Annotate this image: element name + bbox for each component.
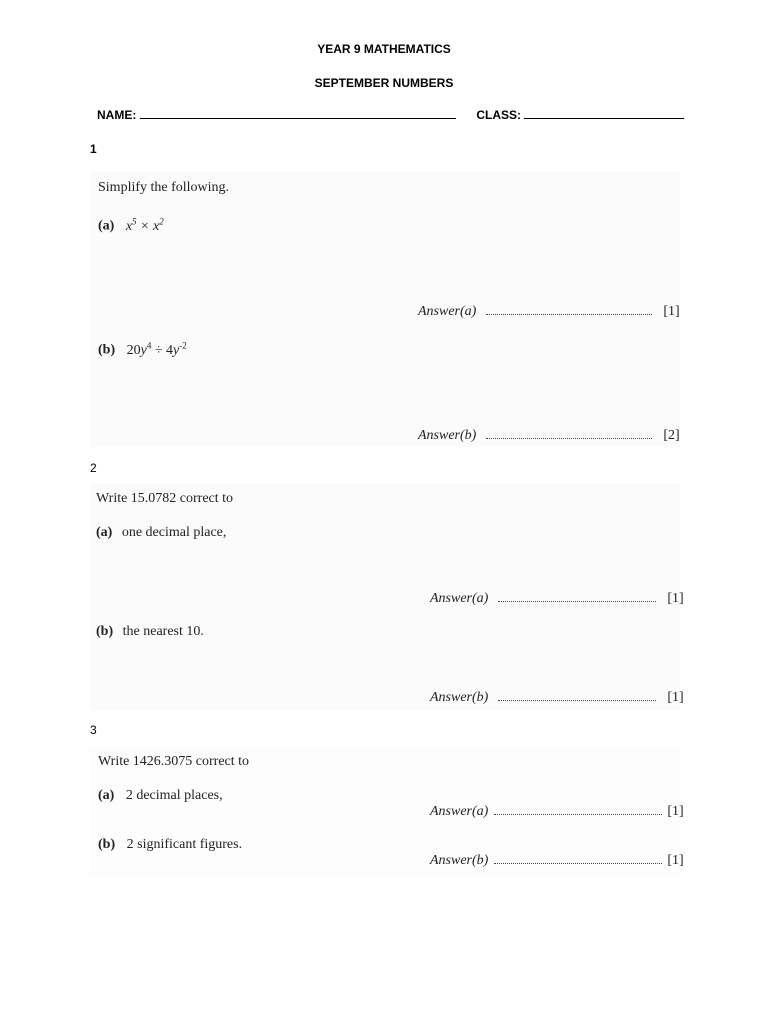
answer-3b-label: Answer(b) — [430, 853, 489, 868]
answer-2b-marks: [1] — [667, 690, 684, 705]
question-1b-expression: $20y^4 \div 4y^{-2}$ — [126, 340, 187, 358]
page-title: YEAR 9 MATHEMATICS — [317, 42, 451, 56]
answer-1a — [418, 304, 680, 320]
answer-3a-label: Answer(a) — [430, 804, 489, 819]
part-a-label: (a) — [98, 788, 115, 803]
name-field[interactable] — [140, 108, 456, 119]
answer-2a-field[interactable] — [498, 593, 656, 602]
question-1-block — [90, 172, 680, 447]
answer-1b-label: Answer(b) — [418, 428, 477, 443]
answer-2b — [430, 690, 684, 706]
answer-1b — [418, 428, 680, 444]
question-3-block — [90, 747, 684, 875]
part-a-label: (a) — [96, 525, 113, 540]
question-2a — [96, 525, 226, 541]
answer-2a-label: Answer(a) — [430, 591, 489, 606]
question-2-block — [90, 484, 684, 709]
question-2b — [96, 624, 204, 640]
question-2b-text: the nearest 10. — [122, 624, 204, 639]
question-1a — [98, 216, 164, 235]
answer-3b — [430, 853, 684, 869]
answer-2b-label: Answer(b) — [430, 690, 489, 705]
answer-1a-label: Answer(a) — [418, 304, 477, 319]
question-1-prompt: Simplify the following. — [98, 180, 230, 195]
answer-1b-field[interactable] — [486, 430, 652, 439]
answer-3a-marks: [1] — [667, 804, 684, 819]
part-b-label: (b) — [98, 837, 116, 852]
answer-2a-marks: [1] — [667, 591, 684, 606]
question-2a-text: one decimal place, — [121, 525, 227, 540]
answer-2a — [430, 591, 684, 607]
answer-3a — [430, 804, 684, 820]
part-b-label: (b) — [98, 342, 116, 358]
part-b-label: (b) — [96, 624, 114, 639]
question-3b — [98, 837, 242, 853]
question-3a — [98, 788, 223, 804]
part-a-label: (a) — [98, 218, 115, 234]
name-label: NAME: — [97, 108, 137, 122]
question-number-3: 3 — [90, 723, 97, 737]
answer-3a-field[interactable] — [494, 806, 662, 815]
question-1b — [98, 340, 187, 359]
answer-2b-field[interactable] — [498, 692, 656, 701]
question-number-2: 2 — [90, 461, 97, 475]
question-3a-text: 2 decimal places, — [125, 788, 223, 803]
answer-1a-marks: [1] — [663, 304, 680, 319]
name-class-row — [97, 108, 684, 122]
question-2-prompt: Write 15.0782 correct to — [96, 491, 234, 506]
class-field[interactable] — [524, 108, 684, 119]
answer-1b-marks: [2] — [663, 428, 680, 443]
question-3-prompt: Write 1426.3075 correct to — [98, 754, 250, 769]
class-label: CLASS: — [476, 108, 522, 122]
page-subtitle: SEPTEMBER NUMBERS — [314, 76, 454, 90]
answer-3b-field[interactable] — [494, 855, 662, 864]
question-1a-expression: $x^5 \times x^2$ — [125, 216, 164, 234]
question-number-1: 1 — [90, 142, 97, 156]
answer-3b-marks: [1] — [667, 853, 684, 868]
answer-1a-field[interactable] — [486, 306, 652, 315]
question-3b-text: 2 significant figures. — [126, 837, 243, 852]
